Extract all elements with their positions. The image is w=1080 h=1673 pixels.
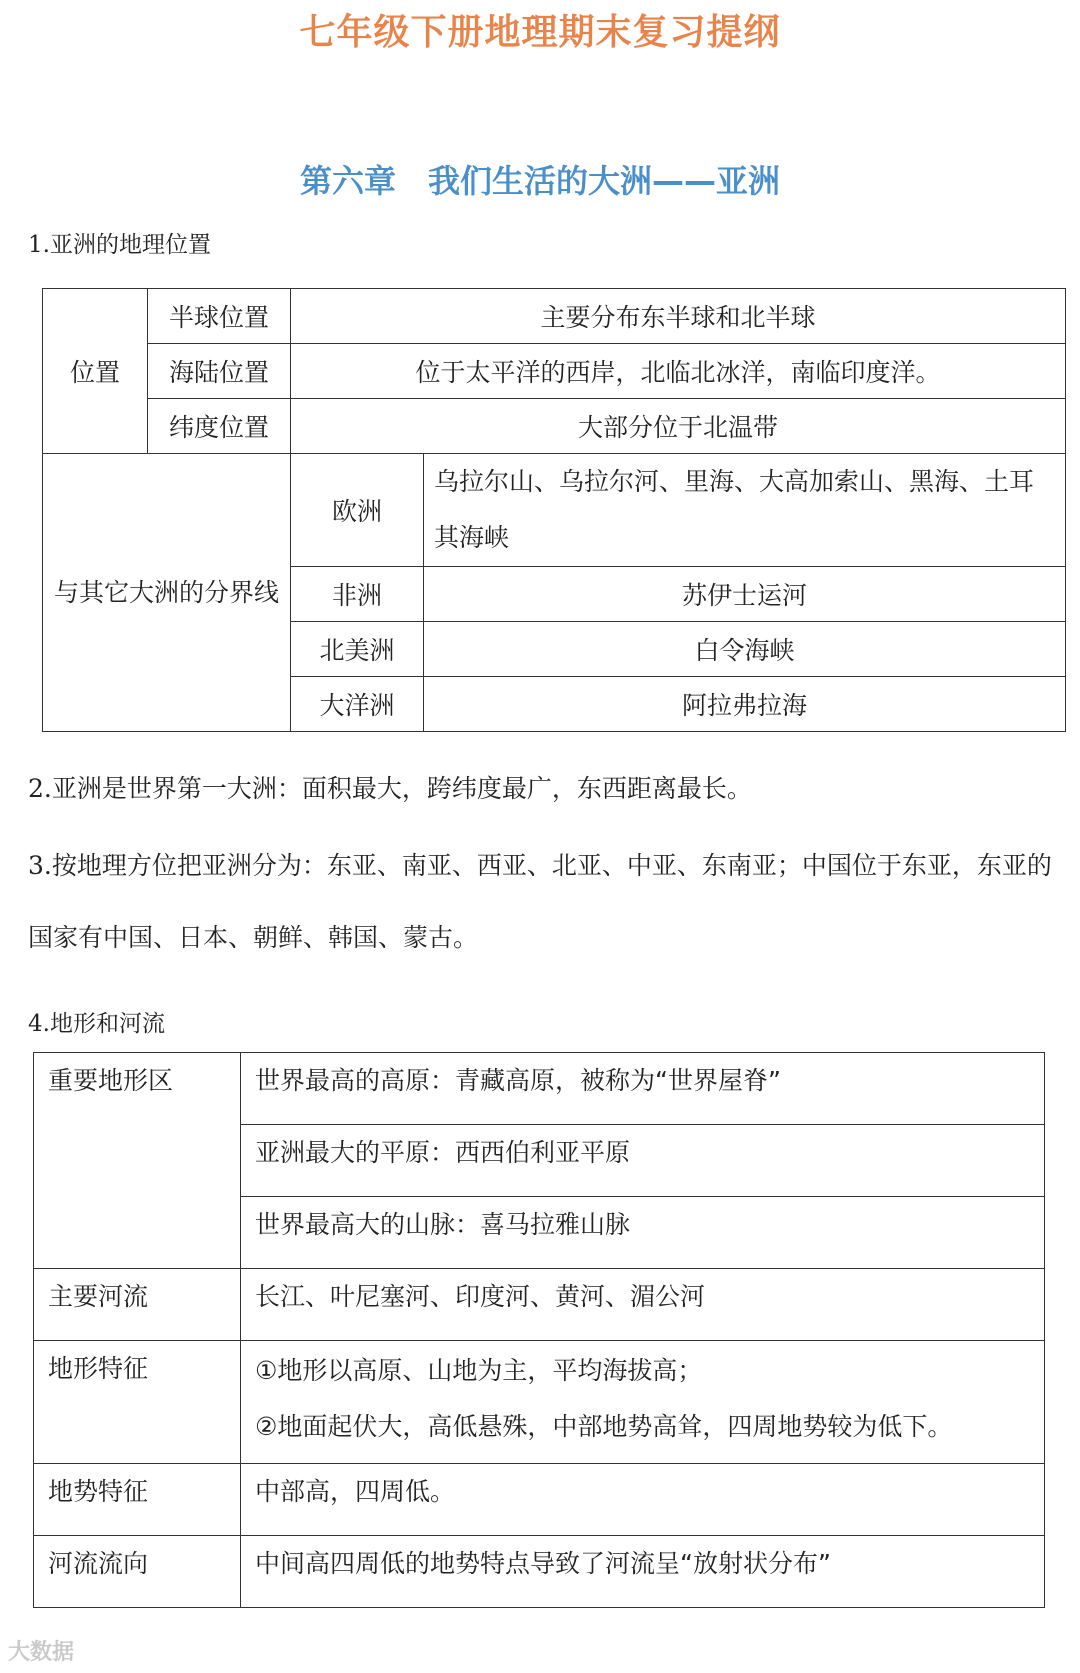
row-value: 位于太平洋的西岸，北临北冰洋，南临印度洋。 (291, 344, 1066, 399)
document-title: 七年级下册地理期末复习提纲 (299, 12, 781, 53)
flow-label: 河流流向 (34, 1536, 241, 1608)
table-row (43, 454, 1066, 567)
row-value: 大部分位于北温带 (291, 399, 1066, 454)
continent-cell: 欧洲 (291, 454, 424, 567)
boundary-label: 与其它大洲的分界线 (43, 454, 291, 732)
boundary-value: 白令海峡 (424, 622, 1066, 677)
watermark: 大数据 (8, 1640, 75, 1665)
terrain-label: 重要地形区 (34, 1053, 241, 1269)
row-label: 半球位置 (148, 289, 291, 344)
table-row (34, 1053, 1045, 1125)
table-row (34, 1464, 1045, 1536)
continent-cell: 非洲 (291, 567, 424, 622)
row-label: 纬度位置 (148, 399, 291, 454)
terrain-item: 亚洲最大的平原：西西伯利亚平原 (241, 1125, 1045, 1197)
row-label: 海陆位置 (148, 344, 291, 399)
boundary-value: 苏伊士运河 (424, 567, 1066, 622)
rivers-value: 长江、叶尼塞河、印度河、黄河、湄公河 (241, 1269, 1045, 1341)
section-heading-terrain: 4.地形和河流 (28, 1011, 165, 1037)
flow-value: 中间高四周低的地势特点导致了河流呈“放射状分布” (241, 1536, 1045, 1608)
slope-label: 地势特征 (34, 1464, 241, 1536)
continent-cell: 大洋洲 (291, 677, 424, 732)
table-row (43, 289, 1066, 344)
feature-line-2: ②地面起伏大，高低悬殊，中部地势高耸，四周地势较为低下。 (255, 1412, 953, 1441)
table-row (43, 399, 1066, 454)
table-row (43, 344, 1066, 399)
rivers-label: 主要河流 (34, 1269, 241, 1341)
slope-value: 中部高，四周低。 (241, 1464, 1045, 1536)
feature-line-1: ①地形以高原、山地为主，平均海拔高； (255, 1356, 703, 1385)
position-label: 位置 (43, 289, 148, 454)
features-value (241, 1341, 1045, 1464)
table-row (34, 1536, 1045, 1608)
point-2-text: 2.亚洲是世界第一大洲：面积最大，跨纬度最广，东西距离最长。 (28, 774, 752, 803)
table-row (34, 1269, 1045, 1341)
chapter-title: 第六章 我们生活的大洲——亚洲 (299, 162, 780, 200)
table-row (34, 1341, 1045, 1464)
terrain-item: 世界最高的高原：青藏高原，被称为“世界屋脊” (241, 1053, 1045, 1125)
terrain-item: 世界最高大的山脉：喜马拉雅山脉 (241, 1197, 1045, 1269)
features-label: 地形特征 (34, 1341, 241, 1464)
boundary-value: 阿拉弗拉海 (424, 677, 1066, 732)
point-3-text: 3.按地理方位把亚洲分为：东亚、南亚、西亚、北亚、中亚、东南亚；中国位于东亚，东亚的国家有中国、日本、朝鲜、韩国、蒙古。 (28, 851, 1052, 952)
row-value: 主要分布东半球和北半球 (291, 289, 1066, 344)
boundary-value: 乌拉尔山、乌拉尔河、里海、大高加索山、黑海、土耳其海峡 (424, 454, 1066, 567)
section-heading-location: 1.亚洲的地理位置 (28, 232, 211, 258)
terrain-rivers-table (33, 1052, 1045, 1608)
continent-cell: 北美洲 (291, 622, 424, 677)
asia-location-table (42, 288, 1066, 732)
